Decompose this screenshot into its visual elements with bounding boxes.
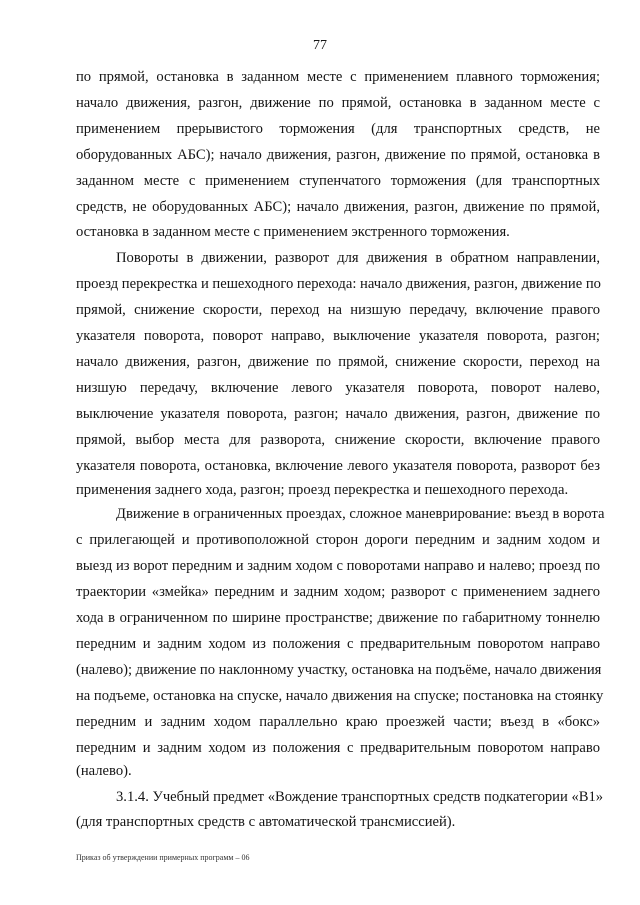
text-line: передним и задним ходом из положения с предварительным поворотом направо [76,740,600,756]
text-line: применения заднего хода, разгон; проезд перекрестка и пешеходного перехода. [76,482,569,498]
text-line: средств, не оборудованных АБС); начало движения, разгон, движение по прямой, [76,199,600,215]
text-line: Повороты в движении, разворот для движения в обратном направлении, [116,250,600,266]
text-line: низшую передачу, включение левого указателя поворота, поворот налево, [76,380,600,396]
text-line: передним и задним ходом из положения с предварительным поворотом направо [76,636,600,652]
text-line: передним и задним ходом параллельно краю проезжей части; въезд в «бокс» [76,714,600,730]
text-line: прямой, снижение скорости, переход на низшую передачу, включение правого [76,302,600,318]
text-line: на подъеме, остановка на спуске, начало движения на спуске; постановка на стоянку [76,688,604,704]
text-line: Движение в ограниченных проездах, сложное маневрирование: въезд в ворота [116,506,605,522]
text-line: заданном месте с применением ступенчатого торможения (для транспортных [76,173,600,189]
section-heading-line: 3.1.4. Учебный предмет «Вождение транспортных средств подкатегории «В1» [116,789,604,805]
text-line: начало движения, разгон, движение по прямой, снижение скорости, переход на [76,354,600,370]
page-number: 77 [313,38,327,53]
section-heading-line: (для транспортных средств с автоматической трансмиссией). [76,814,456,830]
text-line: хода в ограниченном по ширине пространстве; движение по габаритному тоннелю [76,610,600,626]
text-line: (налево). [76,763,132,779]
text-line: (налево); движение по наклонному участку, остановка на подъёме, начало движения [76,662,602,678]
text-line: указателя поворота, поворот направо, выключение указателя поворота, разгон; [76,328,600,344]
text-line: оборудованных АБС); начало движения, разгон, движение по прямой, остановка в [76,147,600,163]
text-line: применением прерывистого торможения (для транспортных средств, не [76,121,600,137]
text-line: остановка в заданном месте с применением экстренного торможения. [76,224,510,240]
text-line: проезд перекрестка и пешеходного перехода: начало движения, разгон, движение по [76,276,601,292]
text-line: указателя поворота, остановка, включение левого указателя поворота, разворот без [76,458,600,474]
text-line: траектории «змейка» передним и задним ходом; разворот с применением заднего [76,584,600,600]
text-line: выезд из ворот передним и задним ходом с поворотами направо и налево; проезд по [76,558,600,574]
page-footer: Приказ об утверждении примерных программ – 06 [76,853,250,862]
text-line: с прилегающей и противоположной сторон дороги передним и задним ходом и [76,532,600,548]
text-line: начало движения, разгон, движение по прямой, остановка в заданном месте с [76,95,600,111]
text-line: выключение указателя поворота, разгон; начало движения, разгон, движение по [76,406,600,422]
text-line: по прямой, остановка в заданном месте с применением плавного торможения; [76,69,600,85]
text-line: прямой, выбор места для разворота, снижение скорости, включение правого [76,432,600,448]
